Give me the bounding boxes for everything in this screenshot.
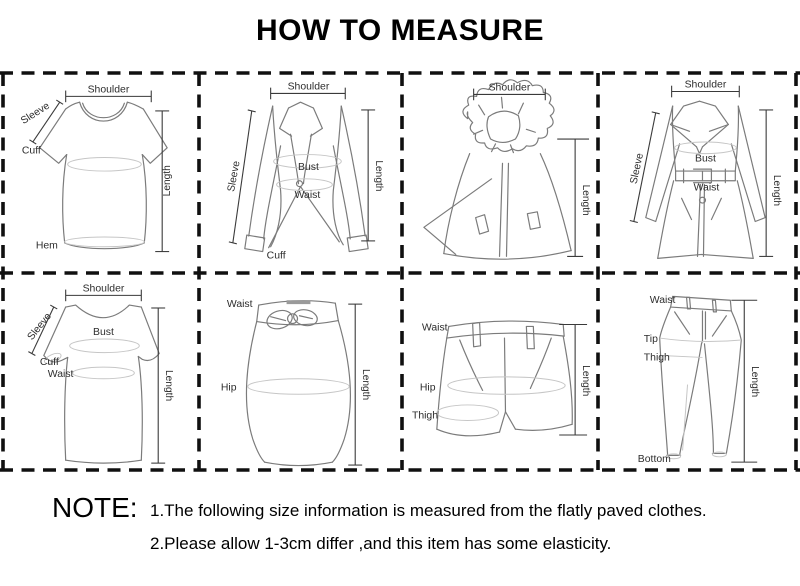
skirt-illustration <box>201 276 396 467</box>
shorts-waist-label: Waist <box>421 322 448 334</box>
note-line-2: 2.Please allow 1-3cm differ ,and this item has some elasticity. <box>150 534 612 553</box>
pants-bottom-label: Bottom <box>637 454 671 466</box>
dress-waist-label: Waist <box>47 368 74 380</box>
dress-cuff-label: Cuff <box>39 357 59 369</box>
pants-waist-label: Waist <box>649 295 676 307</box>
blazer-bust-label: Bust <box>298 162 319 174</box>
blazer-illustration <box>201 76 396 270</box>
panel-tshirt <box>4 76 199 270</box>
skirt-line-art <box>246 300 350 465</box>
dress-shoulder-label: Shoulder <box>82 283 125 295</box>
shorts-length-label: Length <box>580 365 592 397</box>
trench-coat-waist-label: Waist <box>693 182 720 194</box>
pants-thigh-label: Thigh <box>643 352 670 364</box>
blazer-line-art <box>245 102 368 251</box>
panel-pants <box>600 276 795 467</box>
blazer-sleeve-label: Sleeve <box>226 160 243 193</box>
blazer-shoulder-label: Shoulder <box>287 81 330 93</box>
fur-coat-length-label: Length <box>580 184 592 216</box>
pants-length-label: Length <box>749 366 761 398</box>
dress-sleeve-label: Sleeve <box>25 311 55 343</box>
trench-coat-line-art <box>646 101 765 258</box>
fur-coat-measure-lines <box>474 89 592 257</box>
shorts-guide-curves <box>437 377 565 421</box>
shorts-line-art <box>437 321 572 436</box>
pants-tip-label: Tip <box>643 334 658 345</box>
fur-coat-shoulder-label: Shoulder <box>488 82 531 94</box>
tshirt-cuff-label: Cuff <box>21 145 41 157</box>
blazer-waist-label: Waist <box>294 190 321 202</box>
tshirt-guide-curves <box>65 157 145 246</box>
trench-coat-bust-label: Bust <box>695 153 716 165</box>
tshirt-line-art <box>40 102 167 248</box>
note-line-1: 1.The following size information is measured from the flatly paved clothes. <box>150 501 707 520</box>
shorts-illustration <box>404 276 599 467</box>
trench-coat-sleeve-label: Sleeve <box>628 152 647 185</box>
page-title: HOW TO MEASURE <box>255 14 545 47</box>
trench-coat-shoulder-label: Shoulder <box>684 79 727 91</box>
tshirt-length-label: Length <box>162 165 174 197</box>
panel-blazer <box>201 76 396 270</box>
panel-skirt <box>201 276 396 467</box>
fur-coat-line-art <box>424 80 571 259</box>
panel-shorts <box>404 276 599 467</box>
note-heading: NOTE: <box>52 492 138 523</box>
trench-coat-length-label: Length <box>771 174 783 207</box>
skirt-waist-label: Waist <box>226 299 253 310</box>
panel-trench-coat <box>600 76 795 270</box>
dress-length-label: Length <box>163 370 175 402</box>
tshirt-hem-label: Hem <box>35 240 58 252</box>
blazer-length-label: Length <box>373 160 385 192</box>
pants-illustration <box>600 276 795 467</box>
panel-fur-coat <box>404 76 599 270</box>
shorts-thigh-label: Thigh <box>411 410 439 422</box>
fur-coat-illustration <box>404 76 599 270</box>
trench-coat-illustration <box>600 76 795 270</box>
tshirt-illustration <box>4 76 199 270</box>
panel-dress <box>4 276 199 467</box>
dress-illustration <box>4 276 199 467</box>
tshirt-shoulder-label: Shoulder <box>87 84 130 96</box>
dress-bust-label: Bust <box>93 327 114 339</box>
blazer-cuff-label: Cuff <box>266 250 286 262</box>
skirt-hip-label: Hip <box>220 382 237 394</box>
shorts-hip-label: Hip <box>419 382 436 394</box>
pants-line-art <box>660 296 742 455</box>
tshirt-sleeve-label: Sleeve <box>19 100 52 127</box>
skirt-length-label: Length <box>360 369 372 401</box>
skirt-guide-curves <box>248 379 349 395</box>
